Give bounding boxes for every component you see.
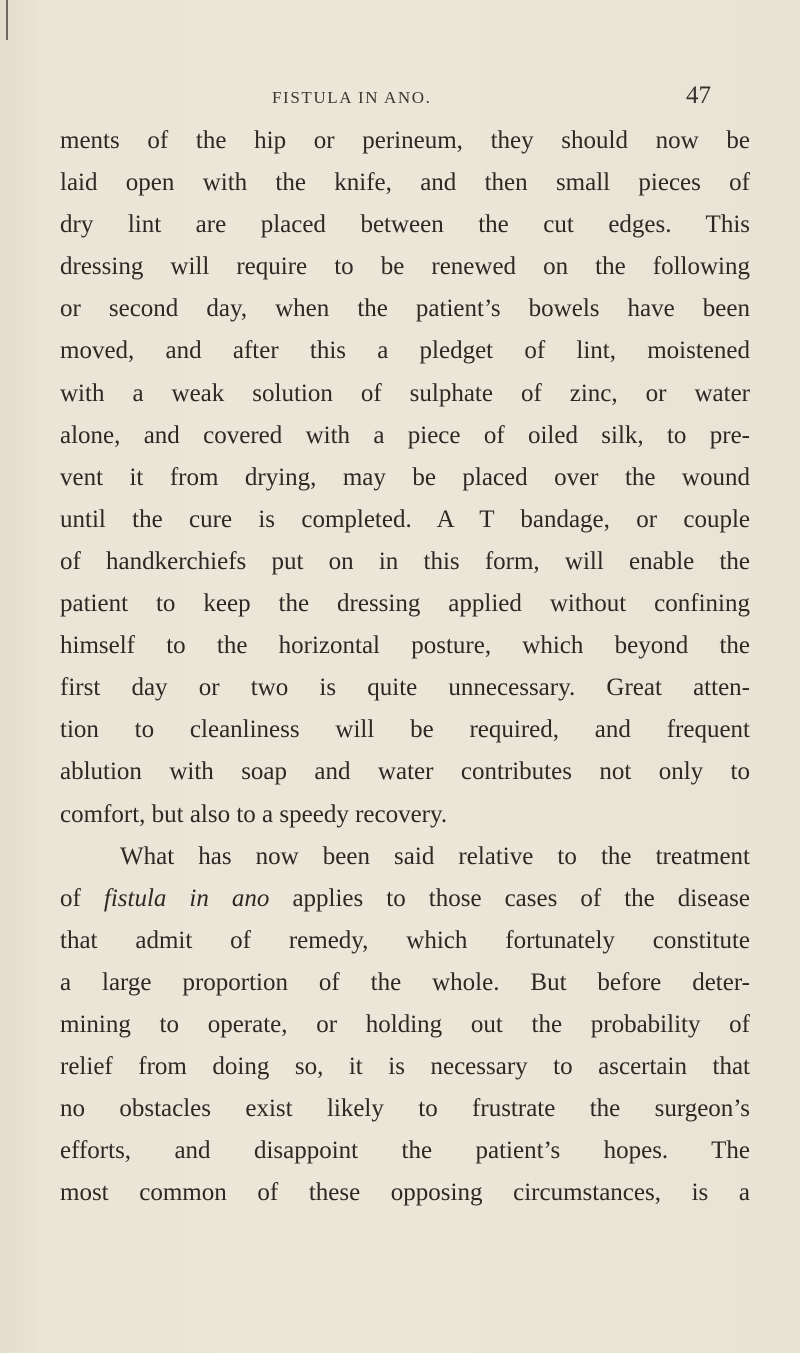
- running-head: [0, 82, 800, 112]
- text-line: tion to cleanliness will be required, and frequent: [60, 716, 750, 744]
- text-line-paragraph-start: What has now been said relative to the treatment: [120, 842, 750, 870]
- text-line: of handkerchiefs put on in this form, will enable the: [60, 547, 750, 575]
- text-line: vent it from drying, may be placed over the wound: [60, 463, 750, 491]
- italic-term: fistula in ano: [103, 884, 270, 912]
- running-head-title: FISTULA IN ANO.: [272, 88, 432, 107]
- text-line: himself to the horizontal posture, which beyond the: [60, 632, 750, 660]
- body-text: [60, 120, 750, 1214]
- text-line: ablution with soap and water contributes not only to: [60, 758, 750, 786]
- text-fragment: applies to those cases of the disease: [269, 884, 750, 912]
- text-line: relief from doing so, it is necessary to ascertain that: [60, 1053, 750, 1081]
- text-line: dry lint are placed between the cut edges. This: [60, 211, 750, 239]
- text-line: efforts, and disappoint the patient’s hopes. The: [60, 1137, 750, 1165]
- text-fragment: of: [60, 884, 104, 912]
- page-number: 47: [686, 82, 711, 109]
- text-line: that admit of remedy, which fortunately constitute: [60, 926, 750, 954]
- text-line: alone, and covered with a piece of oiled silk, to pre-: [60, 421, 750, 449]
- text-line: or second day, when the patient’s bowels have been: [60, 295, 750, 323]
- text-line: dressing will require to be renewed on the following: [60, 253, 750, 281]
- text-line: mining to operate, or holding out the probability of: [60, 1010, 750, 1038]
- page-edge-line: [6, 0, 8, 40]
- text-line: patient to keep the dressing applied without confining: [60, 590, 750, 618]
- text-line: first day or two is quite unnecessary. Great atten-: [60, 674, 750, 702]
- text-line: with a weak solution of sulphate of zinc, or water: [60, 379, 750, 407]
- text-line: until the cure is completed. A T bandage, or couple: [60, 505, 750, 533]
- text-line: moved, and after this a pledget of lint, moistened: [60, 337, 750, 365]
- text-line-with-italic: [60, 878, 750, 920]
- text-line: no obstacles exist likely to frustrate the surgeon’s: [60, 1095, 750, 1123]
- text-line: laid open with the knife, and then small pieces of: [60, 169, 750, 197]
- text-line: most common of these opposing circumstances, is a: [60, 1179, 750, 1207]
- text-line: a large proportion of the whole. But before deter-: [60, 968, 750, 996]
- text-line: ments of the hip or perineum, they should now be: [60, 127, 750, 154]
- text-line-paragraph-end: comfort, but also to a speedy recovery.: [60, 800, 448, 828]
